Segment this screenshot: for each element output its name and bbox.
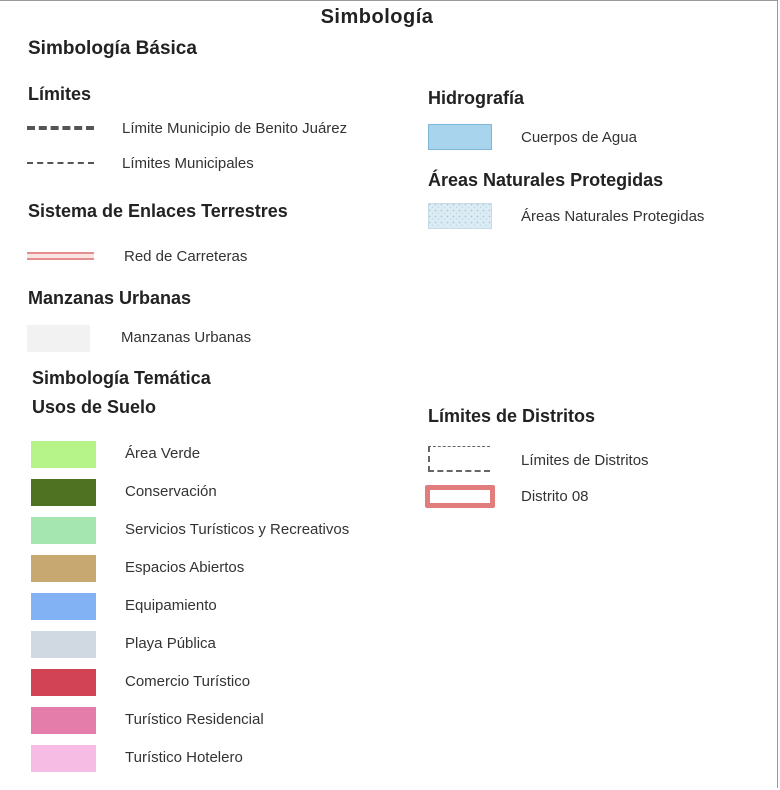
land-use-swatch xyxy=(31,479,96,506)
land-use-label: Servicios Turísticos y Recreativos xyxy=(125,521,350,538)
municipality-boundary-symbol xyxy=(27,126,94,130)
water-bodies-swatch xyxy=(428,124,492,150)
land-use-label: Turístico Residencial xyxy=(125,711,264,728)
land-use-swatch xyxy=(31,707,96,734)
land-use-label: Equipamiento xyxy=(125,597,217,614)
land-use-swatch xyxy=(31,631,96,658)
land-use-label: Espacios Abiertos xyxy=(125,559,245,576)
land-use-label: Comercio Turístico xyxy=(125,673,251,690)
land-use-swatch xyxy=(31,745,96,772)
water-bodies-label: Cuerpos de Agua xyxy=(521,129,637,146)
land-use-label: Playa Pública xyxy=(125,635,216,652)
basic-symbology-heading: Simbología Básica xyxy=(28,38,197,59)
protected-areas-swatch xyxy=(428,203,492,229)
land-use-heading: Usos de Suelo xyxy=(32,397,157,417)
municipality-boundary-label: Límite Municipio de Benito Juárez xyxy=(122,120,348,137)
limits-heading: Límites xyxy=(28,84,92,104)
land-use-label: Área Verde xyxy=(125,445,201,462)
district-08-label: Distrito 08 xyxy=(521,488,589,505)
district-limits-heading: Límites de Distritos xyxy=(428,406,596,426)
land-use-swatch xyxy=(31,517,96,544)
urban-blocks-swatch xyxy=(27,325,90,352)
protected-areas-label: Áreas Naturales Protegidas xyxy=(521,208,705,225)
land-use-swatch xyxy=(31,669,96,696)
district-08-symbol xyxy=(425,485,495,508)
land-use-swatch xyxy=(31,555,96,582)
road-network-label: Red de Carreteras xyxy=(124,248,248,265)
district-limits-label: Límites de Distritos xyxy=(521,452,649,469)
protected-areas-heading: Áreas Naturales Protegidas xyxy=(428,170,664,190)
urban-blocks-label: Manzanas Urbanas xyxy=(121,329,252,346)
roads-heading: Sistema de Enlaces Terrestres xyxy=(28,201,288,221)
municipal-limits-symbol xyxy=(27,162,94,164)
urban-blocks-heading: Manzanas Urbanas xyxy=(28,288,192,308)
municipal-limits-label: Límites Municipales xyxy=(122,155,254,172)
land-use-label: Turístico Hotelero xyxy=(125,749,243,766)
thematic-symbology-heading: Simbología Temática xyxy=(32,368,211,388)
legend-title: Simbología xyxy=(320,6,434,28)
land-use-swatch xyxy=(31,441,96,468)
land-use-label: Conservación xyxy=(125,483,217,500)
district-limits-symbol xyxy=(428,446,490,472)
hydrography-heading: Hidrografía xyxy=(428,88,525,108)
road-network-symbol xyxy=(27,252,94,260)
land-use-swatch xyxy=(31,593,96,620)
